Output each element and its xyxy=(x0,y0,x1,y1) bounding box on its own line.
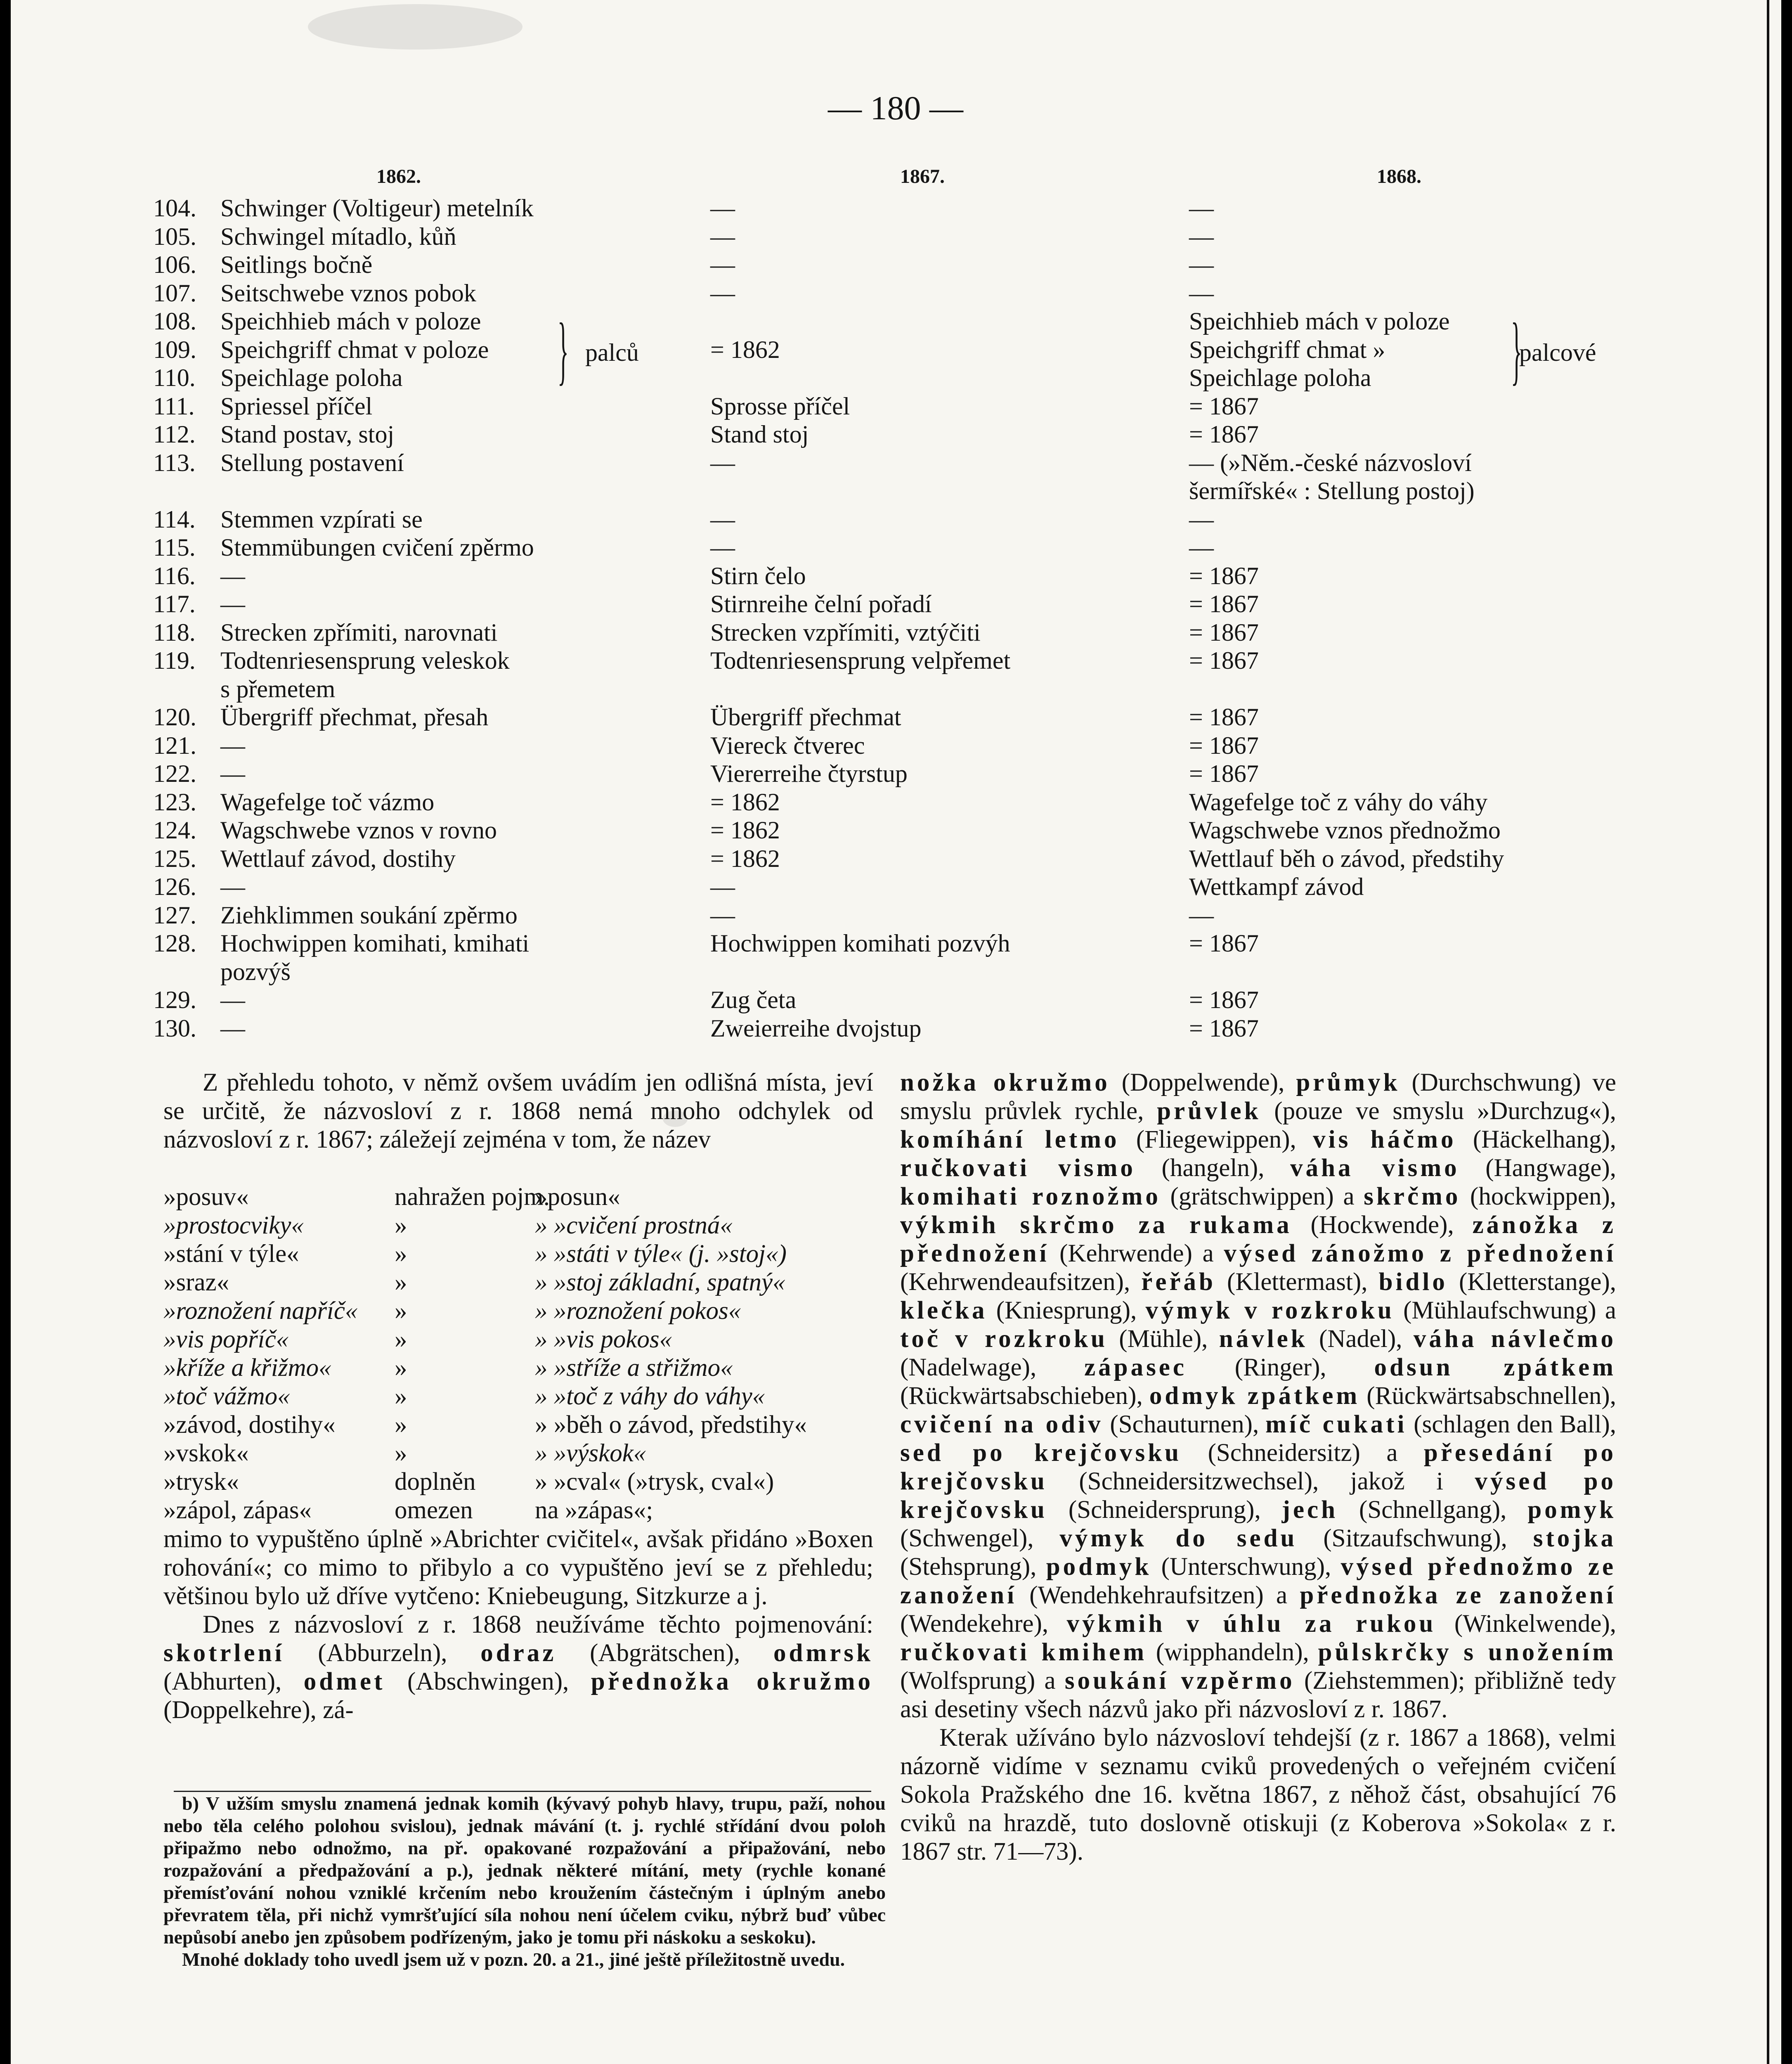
term-1862: Stellung postavení xyxy=(220,449,404,476)
term-row xyxy=(163,1468,873,1496)
brace-right: } xyxy=(1511,308,1522,393)
term-row xyxy=(163,1297,873,1325)
german-gloss: (Schneidersitzwechsel), jakož i xyxy=(1079,1468,1444,1495)
term-1862: Stemmübungen cvičení zpěrmo xyxy=(220,534,534,561)
old-term: »posuv« xyxy=(163,1183,249,1211)
czech-term: výkmih skrčmo za rukama xyxy=(900,1211,1292,1239)
term-1862: — xyxy=(220,731,245,759)
czech-term: komihati roznožmo xyxy=(900,1183,1161,1210)
term-1862: Stemmen vzpírati se xyxy=(220,505,423,533)
german-gloss: (Wolfsprung) a xyxy=(900,1667,1056,1695)
term-1868: = 1867 xyxy=(1189,731,1259,759)
term-1862: s přemetem xyxy=(220,675,336,703)
term-1862: pozvýš xyxy=(220,958,291,985)
term-1867: Viereck čtverec xyxy=(710,731,865,759)
replacement-verb: » xyxy=(395,1411,407,1439)
new-term: » »výskok« xyxy=(535,1439,646,1467)
page-number: — 180 — xyxy=(828,89,963,127)
term-1868: = 1867 xyxy=(1189,760,1259,787)
term-row xyxy=(163,1211,873,1240)
german-gloss: (Stehsprung), xyxy=(900,1553,1037,1581)
term-1867: Zweierreihe dvojstup xyxy=(710,1014,922,1042)
term-1868: — xyxy=(1189,534,1214,561)
row-number: 130. xyxy=(153,1014,196,1042)
term-1867: Übergriff přechmat xyxy=(710,703,901,731)
term-1867: Strecken vzpřímiti, vztýčiti xyxy=(710,618,981,646)
term-1867: — xyxy=(710,449,735,476)
row-number: 114. xyxy=(153,505,196,533)
row-number: 115. xyxy=(153,534,196,561)
term-1868: Speichhieb mách v poloze xyxy=(1189,308,1450,335)
term-1868: = 1867 xyxy=(1189,986,1259,1013)
term-1868: Wagefelge toč z váhy do váhy xyxy=(1189,788,1488,816)
row-number: 113. xyxy=(153,449,196,476)
term-1862: — xyxy=(220,1014,245,1042)
term-1862: — xyxy=(220,562,245,589)
old-term: »prostocviky« xyxy=(163,1212,304,1239)
term-1868: — xyxy=(1189,505,1214,533)
czech-term: ručkovati vismo xyxy=(900,1154,1136,1182)
right-paragraph-1 xyxy=(900,1068,1616,1723)
row-number: 124. xyxy=(153,817,196,844)
replacement-verb: doplněn xyxy=(395,1468,476,1496)
czech-term: návlek xyxy=(1219,1325,1308,1353)
new-term: » »stoj základní, spatný« xyxy=(535,1269,785,1296)
czech-term: jech xyxy=(1281,1496,1338,1524)
old-term: »zápol, zápas« xyxy=(163,1496,312,1524)
left-paragraph-2: Dnes z názvosloví z r. 1868 neužíváme těchto pojmenování: skotrlení (Abburzeln), odraz (Abgrätschen), odmrsk (Abhurten), odmet (Abschwingen), přednožka okružmo (Doppelkehre), zá- xyxy=(163,1611,874,1724)
intro-text: Z přehledu tohoto, v němž ovšem uvádím jen odlišná místa, jeví se určitě, že názvosloví z r. 1868 nemá mnoho odchylek od názvosloví z r. 1867; záležejí zejména v tom, že název xyxy=(163,1069,873,1153)
brace-label-palcove: palcové xyxy=(1519,339,1596,366)
replacement-verb: » xyxy=(395,1382,407,1410)
new-term: » »roznožení pokos« xyxy=(535,1297,741,1325)
replacement-verb: » xyxy=(395,1269,407,1296)
czech-term: váha návlečmo xyxy=(1413,1325,1617,1353)
term-1868: — xyxy=(1189,251,1214,278)
german-gloss: (Nadelwage), xyxy=(900,1354,1037,1381)
term-1862: — xyxy=(220,760,245,787)
term-1862: — xyxy=(220,590,245,618)
german-gloss: (schlagen den Ball), xyxy=(1414,1411,1617,1438)
term-1862: Ziehklimmen soukání zpěrmo xyxy=(220,901,518,929)
row-number: 111. xyxy=(153,392,195,420)
german-gloss: (Kletterstange), xyxy=(1459,1268,1617,1296)
german-gloss: (Nadel), xyxy=(1319,1325,1402,1353)
new-term: » »stříže a střižmo« xyxy=(535,1354,733,1382)
term-1862: Hochwippen komihati, kmihati xyxy=(220,930,530,957)
brace-label-palcu: palců xyxy=(585,339,639,366)
term-1868: Speichlage poloha xyxy=(1189,364,1371,391)
german-gloss: (Schnellgang), xyxy=(1359,1496,1507,1524)
czech-term: toč v rozkroku xyxy=(900,1325,1108,1353)
german-gloss: (hockwippen), xyxy=(1470,1183,1617,1210)
term-1867: — xyxy=(710,534,735,561)
czech-term: zápasec xyxy=(1084,1354,1187,1381)
term-1862: Speichlage poloha xyxy=(220,364,403,391)
row-number: 110. xyxy=(153,364,196,391)
left-after-paragraph xyxy=(163,1525,873,1724)
term-1862: Spriessel příčel xyxy=(220,392,373,420)
czech-term: podmyk xyxy=(1046,1553,1152,1581)
czech-term: soukání vzpěrmo xyxy=(1064,1667,1295,1695)
term-1867: = 1862 xyxy=(710,336,780,363)
czech-term: váha vismo xyxy=(1290,1154,1460,1182)
footnote xyxy=(163,1792,886,1971)
new-term: na »zápas«; xyxy=(535,1496,653,1524)
german-gloss: (Rückwärtsabschnellen), xyxy=(1366,1382,1616,1410)
czech-term: řeřáb xyxy=(1141,1268,1216,1296)
term-1867: Stand stoj xyxy=(710,421,809,448)
row-number: 127. xyxy=(153,901,196,929)
czech-term: míč cukati xyxy=(1265,1411,1407,1438)
czech-term: skrčmo xyxy=(1364,1183,1461,1210)
german-gloss: (Schauturnen), xyxy=(1110,1411,1259,1438)
term-1867: Hochwippen komihati pozvýh xyxy=(710,930,1010,957)
term-row xyxy=(163,1268,873,1297)
czech-term: cvičení na odiv xyxy=(900,1411,1104,1438)
row-number: 126. xyxy=(153,873,196,900)
term-1862: Schwinger (Voltigeur) metelník xyxy=(220,194,534,222)
term-1862: Wettlauf závod, dostihy xyxy=(220,845,456,872)
czech-term: výmyk do sedu xyxy=(1059,1524,1298,1552)
term-1867: — xyxy=(710,194,735,222)
row-number: 108. xyxy=(153,308,196,335)
german-gloss: (Hangwage), xyxy=(1485,1154,1617,1182)
term-1868: = 1867 xyxy=(1189,562,1259,589)
old-term: »sraz« xyxy=(163,1269,229,1296)
term-1862: Speichhieb mách v poloze xyxy=(220,308,481,335)
german-gloss: (Ringer), xyxy=(1234,1354,1326,1381)
row-number: 116. xyxy=(153,562,196,589)
german-gloss: (Schneidersitz) a xyxy=(1208,1439,1398,1467)
term-1868: šermířské« : Stellung postoj) xyxy=(1189,477,1475,504)
footnote-paragraph-1: b) V užším smyslu znamená jednak komih (kývavý pohyb hlavy, trupu, paží, nohou nebo těla celého polohou svislou), jednak mávání (t. j. rychlé střídání dvou poloh připažmo nebo odnožmo, na př. opakované rozpažování a připažování, nebo rozpažování a předpažování a p.), jednak některé mítání, mety (rychle konané přemísťování nohou vzniklé krčením nebo kroužením částečným i úplným anebo převratem těla, při nichž vymršťující síla nohou není účelem cviku, nýbrž buď vůbec nepůsobí anebo jen způsobem podřízeným, jako je tomu při náskoku a seskoku). xyxy=(163,1793,886,1948)
new-term: »posun« xyxy=(535,1183,620,1211)
term-1867: — xyxy=(710,505,735,533)
german-gloss: (wipphandeln), xyxy=(1156,1638,1309,1666)
old-term: »vskok« xyxy=(163,1439,249,1467)
term-1867: Stirnreihe čelní pořadí xyxy=(710,590,932,618)
term-1862: Todtenriesensprung veleskok xyxy=(220,647,510,674)
term-1867: = 1862 xyxy=(710,845,780,872)
german-gloss: (Sitzaufschwung), xyxy=(1323,1524,1507,1552)
replacement-verb: » xyxy=(395,1354,407,1382)
replacement-verb: » xyxy=(395,1212,407,1239)
replacement-verb: omezen xyxy=(395,1496,473,1524)
footnote-paragraph-2: Mnohé doklady toho uvedl jsem už v pozn. 20. a 21., jiné ještě příležitostně uvedu. xyxy=(182,1949,845,1970)
row-number: 106. xyxy=(153,251,196,278)
term-1868: — xyxy=(1189,222,1214,250)
term-1862: Schwingel mítadlo, kůň xyxy=(220,222,456,250)
czech-term: přesedání po krejčovsku xyxy=(900,1439,1617,1495)
german-gloss: (Doppelwende), xyxy=(1121,1069,1285,1096)
row-number: 123. xyxy=(153,788,196,816)
row-number: 105. xyxy=(153,222,196,250)
german-gloss: (Schneidersprung), xyxy=(1068,1496,1261,1524)
new-term: » »státi v týle« (j. »stoj«) xyxy=(535,1240,787,1268)
year-heading-1868: 1868. xyxy=(1377,166,1421,187)
german-gloss: (Mühlaufschwung) a xyxy=(1403,1297,1617,1324)
row-number: 117. xyxy=(153,590,196,618)
czech-term: vis háčmo xyxy=(1313,1126,1456,1153)
term-1868: = 1867 xyxy=(1189,392,1259,420)
czech-term: pomyk xyxy=(1527,1496,1617,1524)
term-1868: — xyxy=(1189,279,1214,307)
row-number: 122. xyxy=(153,760,196,787)
new-term: » »běh o závod, předstihy« xyxy=(535,1411,807,1439)
czech-term: komíhání letmo xyxy=(900,1126,1120,1153)
term-1862: Wagefelge toč vázmo xyxy=(220,788,435,816)
german-gloss: (Unterschwung), xyxy=(1161,1553,1331,1581)
czech-term: odmyk zpátkem xyxy=(1149,1382,1360,1410)
term-1867: — xyxy=(710,279,735,307)
old-term: »kříže a křižmo« xyxy=(163,1354,331,1382)
czech-term: výmyk v rozkroku xyxy=(1145,1297,1395,1324)
scan-smudge xyxy=(308,4,522,50)
german-gloss: (Schwengel), xyxy=(900,1524,1034,1552)
term-1862: Seitschwebe vznos pobok xyxy=(220,279,476,307)
czech-term: průmyk xyxy=(1296,1069,1400,1096)
year-heading-1862: 1862. xyxy=(376,166,421,187)
czech-term: půlskrčky s unožením xyxy=(1318,1638,1617,1666)
row-number: 119. xyxy=(153,647,196,674)
german-gloss: (Kehrwende) a xyxy=(1059,1240,1214,1267)
german-gloss: (Rückwärtsabschieben), xyxy=(900,1382,1143,1410)
term-1862: Speichgriff chmat v poloze xyxy=(220,336,489,363)
czech-term: stojka xyxy=(1533,1524,1617,1552)
czech-term: výkmih v úhlu za rukou xyxy=(1066,1610,1436,1638)
german-gloss: (Wendehkehraufsitzen) a xyxy=(1029,1581,1288,1609)
term-1867: Todtenriesensprung velpřemet xyxy=(710,647,1011,674)
german-gloss: (grätschwippen) a xyxy=(1170,1183,1355,1210)
row-number: 112. xyxy=(153,421,196,448)
term-1868: Wettkampf závod xyxy=(1189,873,1364,900)
new-term: » »toč z váhy do váhy« xyxy=(535,1382,765,1410)
term-1868: = 1867 xyxy=(1189,1014,1259,1042)
term-row xyxy=(163,1325,873,1354)
czech-term: výsed zánožmo z přednožení xyxy=(1224,1240,1617,1267)
term-row xyxy=(163,1183,873,1211)
term-1868: Wettlauf běh o závod, předstihy xyxy=(1189,845,1504,872)
old-term: »roznožení napříč« xyxy=(163,1297,358,1325)
term-1868: = 1867 xyxy=(1189,647,1259,674)
term-1862: Stand postav, stoj xyxy=(220,421,395,448)
term-1867: — xyxy=(710,873,735,900)
term-row xyxy=(163,1240,873,1268)
old-term: »vis popříč« xyxy=(163,1326,289,1353)
german-gloss: (Durchschwung) ve smyslu průvlek rychle, xyxy=(900,1069,1617,1125)
term-1868: — xyxy=(1189,194,1214,222)
term-1867: Sprosse příčel xyxy=(710,392,850,420)
left-intro-paragraph xyxy=(163,1068,873,1154)
replacement-verb: » xyxy=(395,1439,407,1467)
old-term: »toč vážmo« xyxy=(163,1382,290,1410)
term-1867: — xyxy=(710,251,735,278)
term-row xyxy=(163,1496,873,1524)
german-gloss: (Fliegewippen), xyxy=(1136,1126,1296,1153)
replacement-verb: nahražen pojm. xyxy=(395,1183,550,1211)
brace-left: } xyxy=(558,308,569,393)
replacement-verb: » xyxy=(395,1240,407,1268)
right-column-text xyxy=(900,1068,1616,1866)
german-gloss: (hangeln), xyxy=(1161,1154,1265,1182)
german-gloss: (pouze ve smyslu »Durchzug«), xyxy=(1274,1097,1616,1125)
czech-term: sed po krejčovsku xyxy=(900,1439,1182,1467)
czech-term: výsed přednožmo ze zanožení xyxy=(900,1553,1617,1609)
term-row xyxy=(163,1382,873,1411)
footnote-rule xyxy=(174,1791,871,1792)
german-gloss: (Mühle), xyxy=(1119,1325,1208,1353)
term-1868: = 1867 xyxy=(1189,421,1259,448)
term-1867: = 1862 xyxy=(710,817,780,844)
row-number: 118. xyxy=(153,618,196,646)
czech-term: odsun zpátkem xyxy=(1374,1354,1616,1381)
after-text: mimo to vypuštěno úplně »Abrichter cvičitel«, avšak přidáno »Boxen rohování«; co mimo to přibylo a co vypuštěno jeví se z přehledu; většinou bylo už dříve vytčeno: Kniebeugung, Sitzkurze a j. xyxy=(163,1525,873,1610)
term-1867: Stirn čelo xyxy=(710,562,806,589)
old-term: »závod, dostihy« xyxy=(163,1411,336,1439)
term-1862: Strecken zpřímiti, narovnati xyxy=(220,618,498,646)
term-1862: Wagschwebe vznos v rovno xyxy=(220,817,497,844)
row-number: 107. xyxy=(153,279,196,307)
new-term: » »vis pokos« xyxy=(535,1326,672,1353)
new-term: » »cval« (»trysk, cval«) xyxy=(535,1468,774,1496)
term-1867: = 1862 xyxy=(710,788,780,816)
term-1868: = 1867 xyxy=(1189,703,1259,731)
term-1868: Wagschwebe vznos přednožmo xyxy=(1189,817,1501,844)
year-heading-1867: 1867. xyxy=(900,166,945,187)
right-paragraph-2: Kterak užíváno bylo názvosloví tehdejší (z r. 1867 a 1868), velmi názorně vidíme v seznamu cviků provedených o veřejném cvičení Sokola Pražského dne 16. května 1867, z něhož část, obsahující 76 cviků na hrazdě, tuto doslovně otiskuji (z Koberova »Sokola« z r. 1867 str. 71—73). xyxy=(900,1724,1616,1865)
czech-term: klečka xyxy=(900,1297,988,1324)
german-gloss: (Winkelwende), xyxy=(1454,1610,1617,1638)
term-1868: = 1867 xyxy=(1189,618,1259,646)
term-1867: — xyxy=(710,901,735,929)
scanned-page xyxy=(11,0,1781,2064)
german-gloss: (Wendekehre), xyxy=(900,1610,1049,1638)
row-number: 121. xyxy=(153,731,196,759)
term-1862: Seitlings bočně xyxy=(220,251,373,278)
row-number: 120. xyxy=(153,703,196,731)
term-1868: = 1867 xyxy=(1189,930,1259,957)
row-number: 129. xyxy=(153,986,196,1013)
term-row xyxy=(163,1354,873,1382)
term-1868: Speichgriff chmat » xyxy=(1189,336,1385,363)
czech-term: průvlek xyxy=(1157,1097,1261,1125)
czech-term: ručkovati kmihem xyxy=(900,1638,1147,1666)
german-gloss: (Klettermast), xyxy=(1227,1268,1368,1296)
term-1868: — (»Něm.-české názvosloví xyxy=(1189,449,1472,476)
german-gloss: (Kehrwendeaufsitzen), xyxy=(900,1268,1130,1296)
term-1867: Zug četa xyxy=(710,986,797,1013)
replacement-verb: » xyxy=(395,1326,407,1353)
czech-term: nožka okružmo xyxy=(900,1069,1110,1096)
term-1868: = 1867 xyxy=(1189,590,1259,618)
german-gloss: (Hockwende), xyxy=(1310,1211,1454,1239)
term-1862: — xyxy=(220,986,245,1013)
old-term: »trysk« xyxy=(163,1468,239,1496)
czech-term: přednožka ze zanožení xyxy=(1300,1581,1616,1609)
czech-term: zánožka z přednožení xyxy=(900,1211,1616,1267)
term-1867: — xyxy=(710,222,735,250)
czech-term: výsed po krejčovsku xyxy=(900,1468,1616,1524)
german-gloss: (Ziehstemmen); přibližně tedy asi desetiny všech názvů jako při názvosloví z r. 1867. xyxy=(900,1667,1616,1723)
term-1862: — xyxy=(220,873,245,900)
row-number: 128. xyxy=(153,930,196,957)
scan-edge-line xyxy=(1767,0,1769,2064)
term-1862: Übergriff přechmat, přesah xyxy=(220,703,489,731)
old-term: »stání v týle« xyxy=(163,1240,299,1268)
german-gloss: (Häckelhang), xyxy=(1473,1126,1617,1153)
czech-term: bidlo xyxy=(1378,1268,1448,1296)
replacement-verb: » xyxy=(395,1297,407,1325)
row-number: 125. xyxy=(153,845,196,872)
term-1867: Viererreihe čtyrstup xyxy=(710,760,908,787)
term-row xyxy=(163,1439,873,1468)
term-row xyxy=(163,1411,873,1439)
row-number: 104. xyxy=(153,194,196,222)
new-term: » »cvičení prostná« xyxy=(535,1212,733,1239)
german-gloss: (Kniesprung), xyxy=(996,1297,1137,1324)
row-number: 109. xyxy=(153,336,196,363)
term-1868: — xyxy=(1189,901,1214,929)
